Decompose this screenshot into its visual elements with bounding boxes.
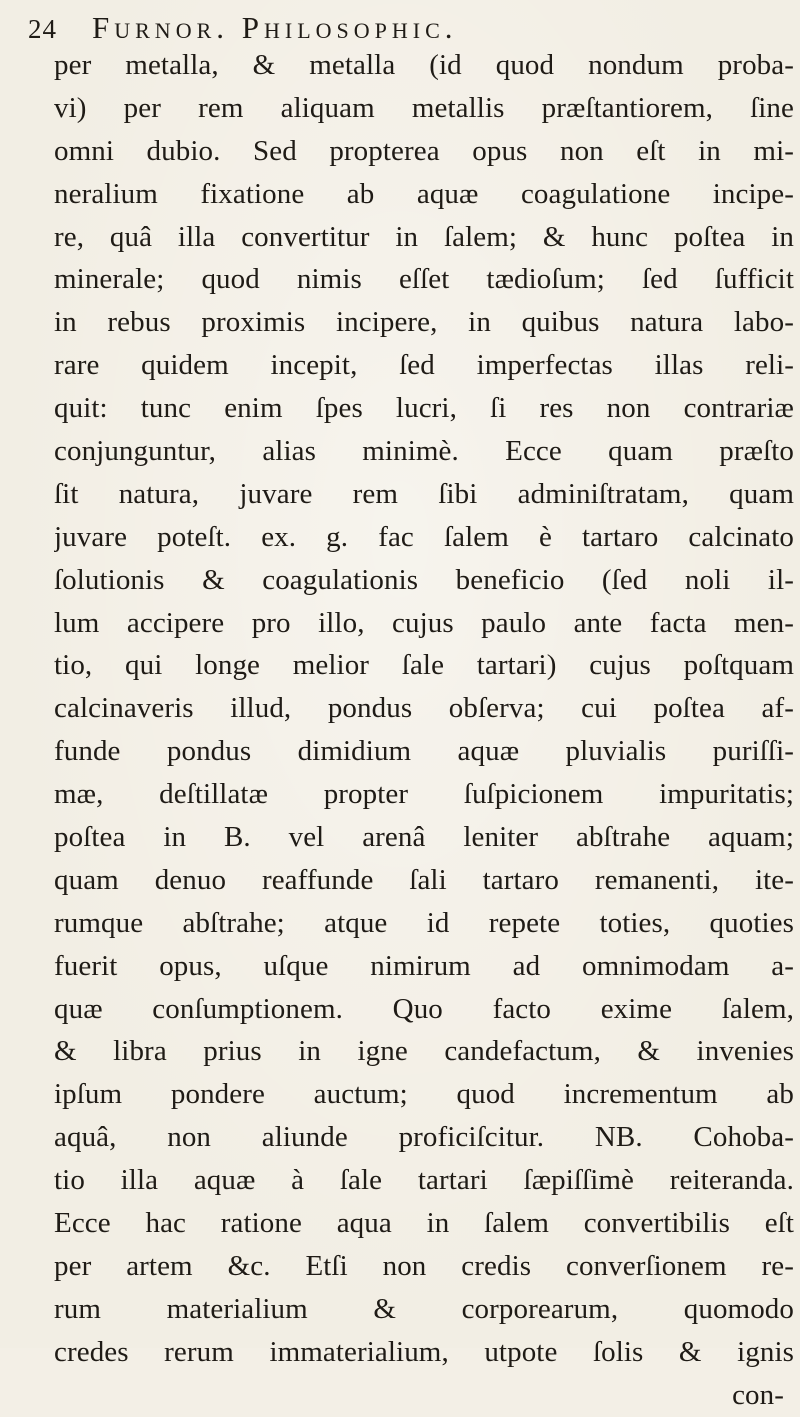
text-line: omni dubio. Sed propterea opus non eſt in mi- [54, 134, 794, 167]
text-line: credes rerum immaterialium, utpote ſolis & ignis [54, 1335, 794, 1368]
text-line: lum accipere pro illo, cujus paulo ante facta men- [54, 606, 794, 639]
catchword: con- [732, 1378, 784, 1411]
text-line: re, quâ illa convertitur in ſalem; & hunc poſtea in [54, 220, 794, 253]
text-line: quæ conſumptionem. Quo facto exime ſalem, [54, 992, 794, 1025]
text-line: juvare poteſt. ex. g. fac ſalem è tartaro calcinato [54, 520, 794, 553]
text-line: minerale; quod nimis eſſet tædioſum; ſed ſufficit [54, 263, 794, 296]
text-line: quam denuo reaffunde ſali tartaro remanenti, ite- [54, 863, 794, 896]
page-number: 24 [28, 14, 57, 44]
text-line: aquâ, non aliunde proficiſcitur. NB. Cohoba- [54, 1121, 794, 1154]
text-line: rumque abſtrahe; atque id repete toties, quoties [54, 906, 794, 939]
text-line: rare quidem incepit, ſed imperfectas illas reli- [54, 349, 794, 382]
text-line: tio, qui longe melior ſale tartari) cujus poſtquam [54, 649, 794, 682]
text-line: tio illa aquæ à ſale tartari ſæpiſſimè reiteranda. [54, 1164, 794, 1197]
running-head: Furnor. Philosophic. [92, 10, 458, 45]
text-line: rum materialium & corporearum, quomodo [54, 1292, 794, 1325]
text-line: calcinaveris illud, pondus obſerva; cui poſtea af- [54, 692, 794, 725]
text-line: poſtea in B. vel arenâ leniter abſtrahe aquam; [54, 821, 794, 854]
text-line: funde pondus dimidium aquæ pluvialis puriſſi- [54, 735, 794, 768]
text-line: ipſum pondere auctum; quod incrementum ab [54, 1078, 794, 1111]
text-line: in rebus proximis incipere, in quibus natura labo- [54, 306, 794, 339]
text-line: Ecce hac ratione aqua in ſalem convertibilis eſt [54, 1207, 794, 1240]
text-line: conjunguntur, alias minimè. Ecce quam præſto [54, 435, 794, 468]
text-line: mæ, deſtillatæ propter ſuſpicionem impuritatis; [54, 778, 794, 811]
body-text [54, 44, 794, 1417]
text-line: vi) per rem aliquam metallis præſtantiorem, ſine [54, 91, 794, 124]
text-line: ſolutionis & coagulationis beneficio (ſed noli il- [54, 563, 794, 596]
text-line: quit: tunc enim ſpes lucri, ſi res non contrariæ [54, 392, 794, 425]
text-line: neralium fixatione ab aquæ coagulatione incipe- [54, 177, 794, 210]
text-line: per metalla, & metalla (id quod nondum proba- [54, 49, 794, 81]
text-line: ſit natura, juvare rem ſibi adminiſtratam, quam [54, 477, 794, 510]
text-line: fuerit opus, uſque nimirum ad omnimodam a- [54, 949, 794, 982]
text-line: per artem &c. Etſi non credis converſionem re- [54, 1249, 794, 1282]
text-line: & libra prius in igne candefactum, & invenies [54, 1035, 794, 1068]
